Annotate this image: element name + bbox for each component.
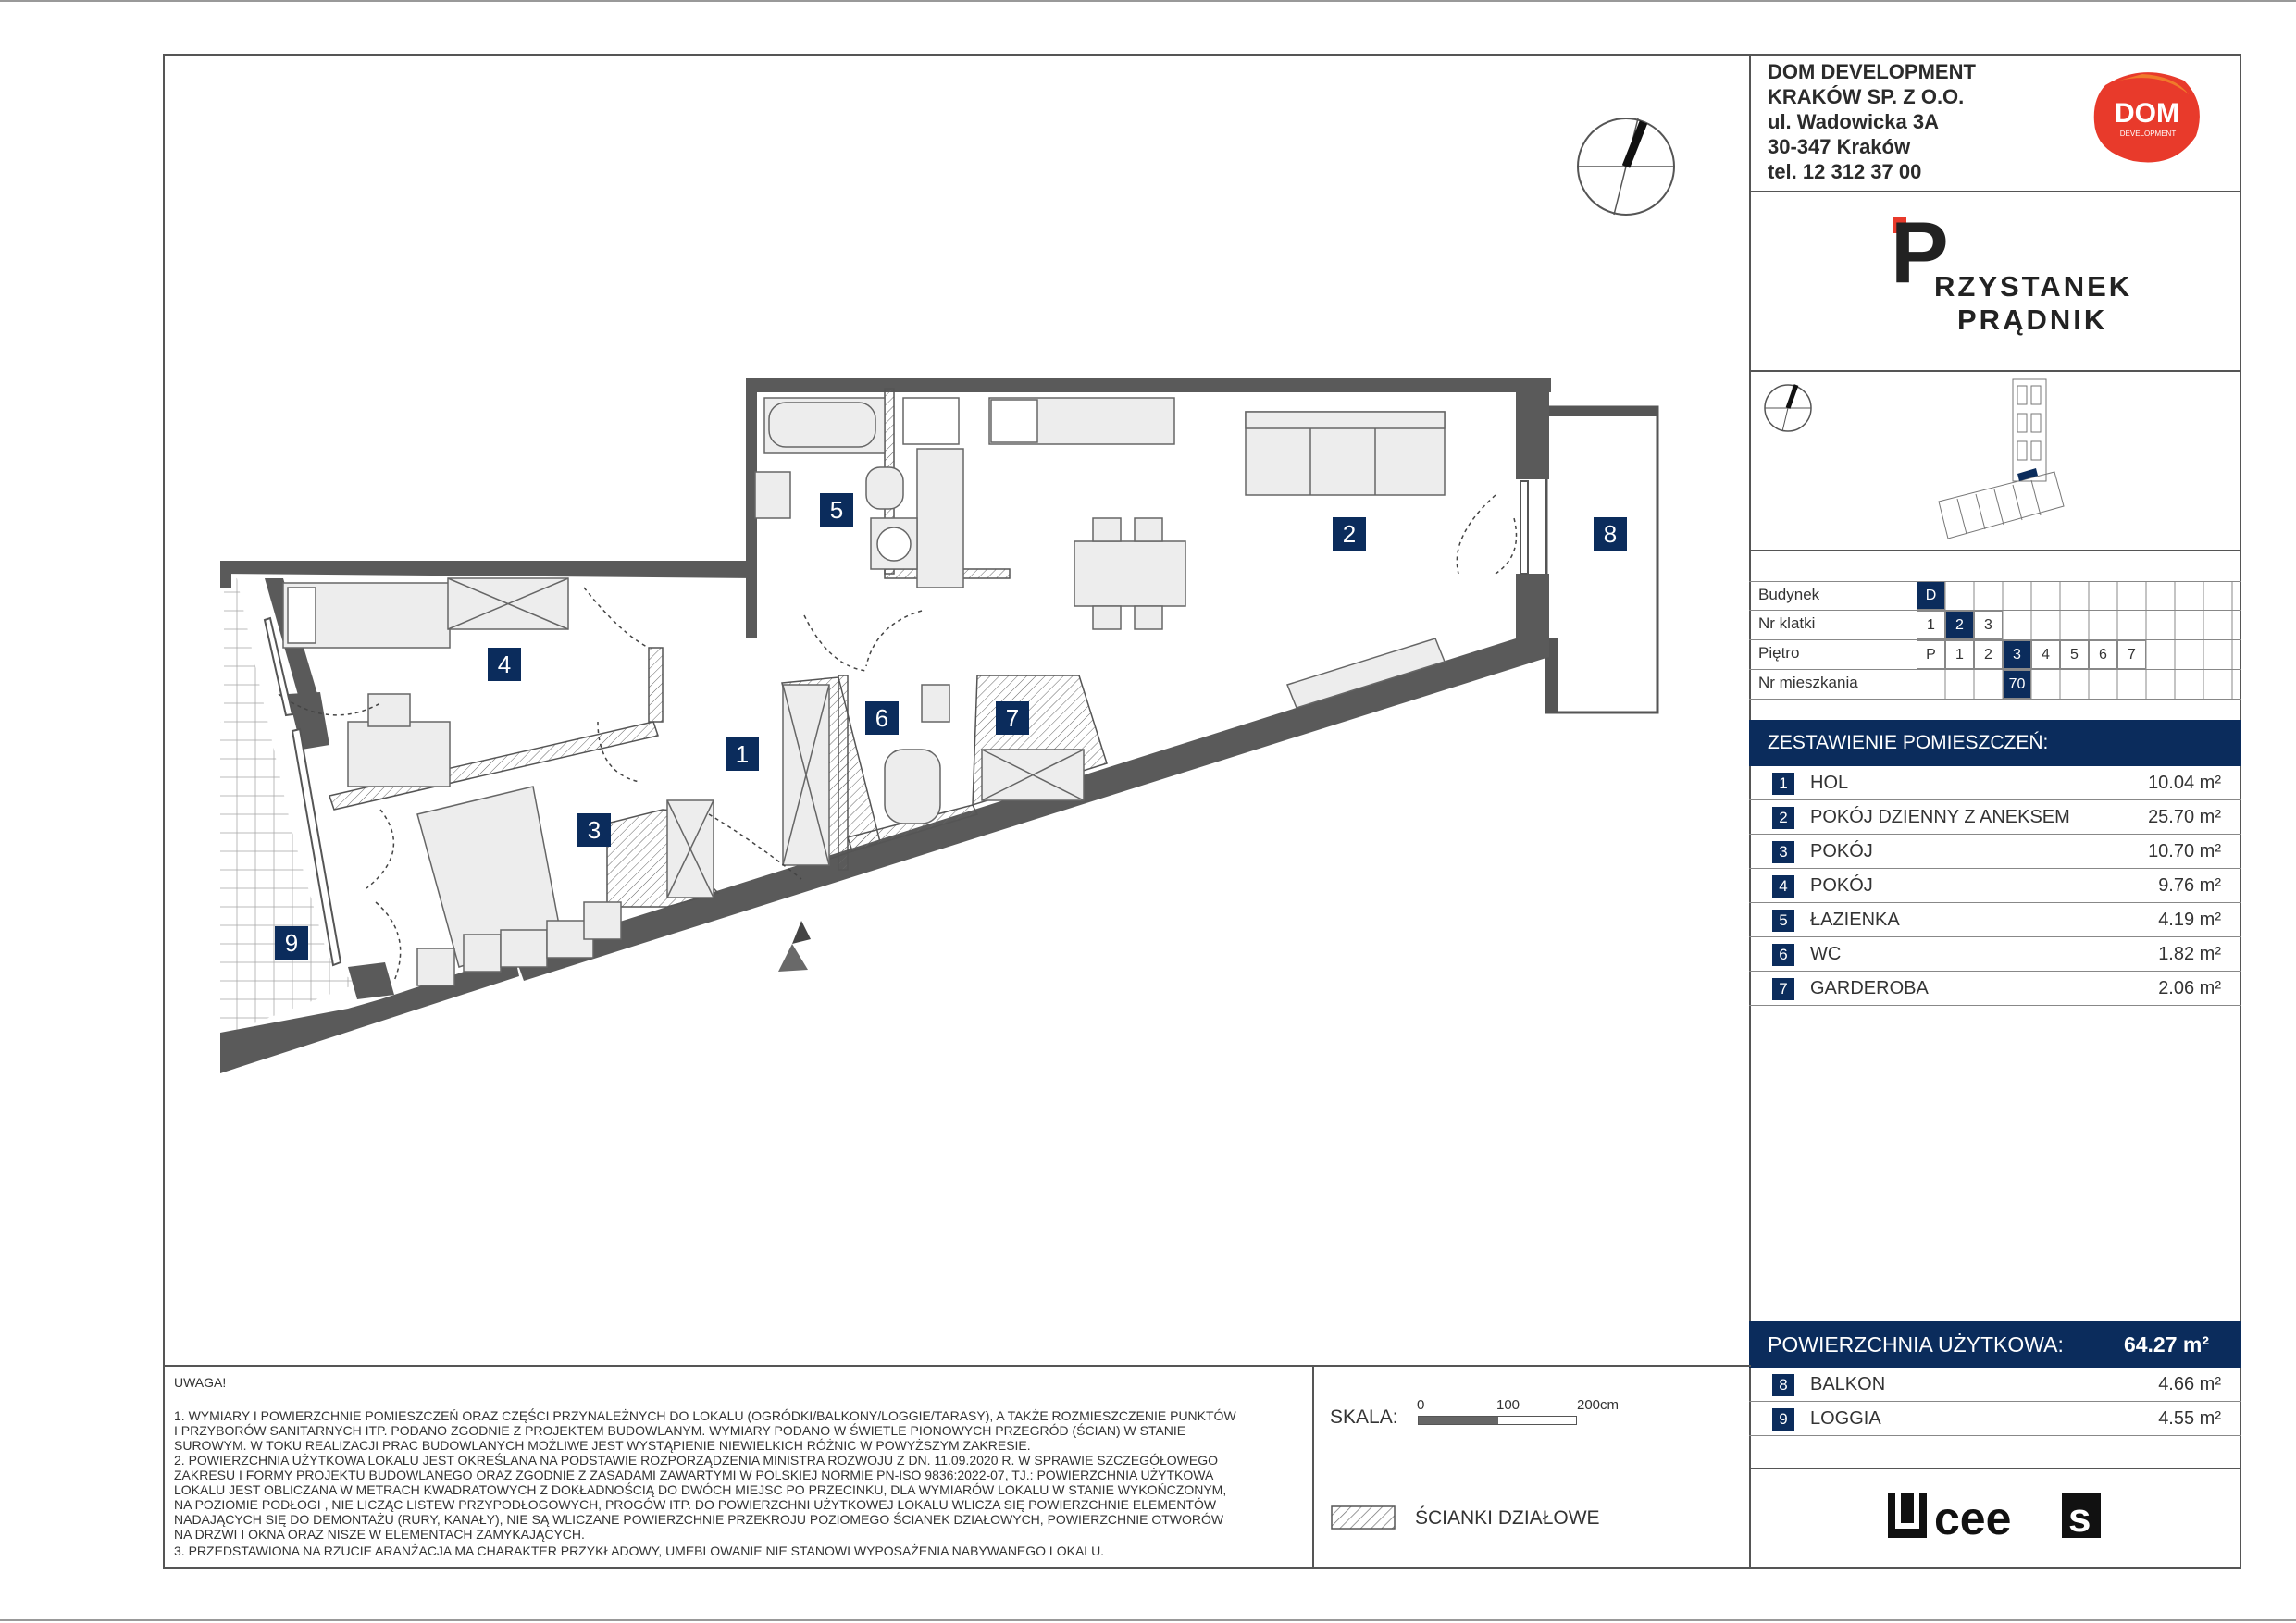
divider xyxy=(1749,191,2241,192)
room-name: POKÓJ xyxy=(1810,841,1873,861)
company-phone: tel. 12 312 37 00 xyxy=(1768,160,1922,183)
ucees-logo xyxy=(1888,1492,2110,1542)
plan-label-6: 6 xyxy=(865,701,899,735)
room-row-balcony xyxy=(1749,1368,2241,1402)
room-number: 6 xyxy=(1772,944,1794,966)
company-line-1: DOM DEVELOPMENT xyxy=(1768,60,1976,83)
mini-compass-icon xyxy=(1765,385,1811,431)
note-line: ZAKRESU I FORMY PROJEKTU BUDOWLANEGO ORAZ ZGODNIE Z ZASADAMI ZAWARTYMI W POLSKIEJ NORMIE PN-ISO 9836:2022-07, TJ.: POWIERZCHNIA UŻYTKOWA xyxy=(174,1468,1214,1482)
apartment-label: Nr mieszkania xyxy=(1758,674,1858,691)
apartment-cell: 70 xyxy=(2003,670,2031,699)
scale-bar xyxy=(1418,1416,1577,1425)
note-line: I PRZYBORÓW SANITARNYCH ITP. PODANO ZGODNIE Z PROJEKTEM BUDOWLANYM. WYMIARY PODANO W ŚWIETLE PIONOWYCH PRZEGRÓD (ŚCIAN) W STANIE xyxy=(174,1423,1186,1438)
note-line: NADAJĄCYCH SIĘ DO DEMONTAŻU (RURY, KANAŁY), NIE SĄ WLICZANE POWIERZCHNIE PRZEKROJU POZIOMEGO ŚCIANEK DZIAŁOWYCH, POWIERZCHNIE OTWORÓW xyxy=(174,1512,1224,1527)
project-title-line2: PRĄDNIK xyxy=(1957,304,2108,336)
room-row xyxy=(1749,800,2241,835)
dom-logo-text: DOM xyxy=(2115,98,2179,129)
floor-cell-6: 6 xyxy=(2089,640,2117,669)
room-row xyxy=(1749,869,2241,903)
scale-label: SKALA: xyxy=(1330,1406,1398,1428)
scale-tick-0: 0 xyxy=(1417,1397,1425,1413)
note-line: 3. PRZEDSTAWIONA NA RZUCIE ARANŻACJA MA CHARAKTER PRZYKŁADOWY, UMEBLOWANIE NIE STANOWI WYPOSAŻENIA NABYWANEGO LOKALU. xyxy=(174,1543,1105,1558)
note-line: 2. POWIERZCHNIA UŻYTKOWA LOKALU JEST OKREŚLANA NA PODSTAWIE ROZPORZĄDZENIA MINISTRA ROZWOJU Z DN. 11.09.2020 R. W SPRAWIE SZCZEGÓŁOWEGO xyxy=(174,1453,1218,1468)
divider xyxy=(1749,550,2241,551)
room-row xyxy=(1749,972,2241,1006)
company-address: ul. Wadowicka 3A xyxy=(1768,110,1940,133)
plan-label-4: 4 xyxy=(488,648,521,681)
room-area: 9.76 m² xyxy=(2158,875,2221,896)
room-area: 1.82 m² xyxy=(2158,944,2221,964)
floor-cell-3: 3 xyxy=(2003,640,2031,669)
room-area: 4.66 m² xyxy=(2158,1374,2221,1394)
rooms-header: ZESTAWIENIE POMIESZCZEŃ: xyxy=(1749,720,2241,766)
room-row xyxy=(1749,766,2241,800)
project-title-line1: RZYSTANEK xyxy=(1934,270,2133,303)
info-grid xyxy=(1917,581,2241,700)
svg-text:s: s xyxy=(2068,1495,2091,1541)
room-name: GARDEROBA xyxy=(1810,978,1929,998)
entrance-arrow-icon xyxy=(792,921,811,944)
building-cell-d: D xyxy=(1917,581,1945,610)
furniture xyxy=(283,398,1445,985)
room-area: 4.19 m² xyxy=(2158,910,2221,930)
scale-legend-box xyxy=(1312,1365,1751,1569)
scale-tick-200: 200cm xyxy=(1577,1397,1620,1413)
room-row xyxy=(1749,903,2241,937)
usable-area-value: 64.27 m² xyxy=(2123,1332,2209,1357)
plan-label-2: 2 xyxy=(1333,517,1366,551)
note-line: 1. WYMIARY I POWIERZCHNIE POMIESZCZEŃ ORAZ CZĘŚCI PRZYNALEŻNYCH DO LOKALU (OGRÓDKI/BALKONY/LOGGIE/TARASY), A TAKŻE ROZMIESZCZENIE PUNKTÓW xyxy=(174,1408,1236,1423)
divider xyxy=(1749,1468,2241,1469)
room-area: 2.06 m² xyxy=(2158,978,2221,998)
room-area: 4.55 m² xyxy=(2158,1408,2221,1429)
room-number: 1 xyxy=(1772,773,1794,795)
room-number: 5 xyxy=(1772,910,1794,932)
note-line: NA POZIOMIE PODŁOGI , NIE LICZĄC LISTEW PRZYPODŁOGOWYCH, PROGÓW ITP. DO POWIERZCHNI UŻYTKOWEJ LOKALU WLICZA SIĘ POWIERZCHNIE ELEMENTÓW xyxy=(174,1497,1217,1512)
room-number: 9 xyxy=(1772,1408,1794,1431)
room-name: BALKON xyxy=(1810,1374,1886,1394)
site-plan xyxy=(1749,372,2241,550)
room-row-loggia xyxy=(1749,1402,2241,1436)
floor-cell-p: P xyxy=(1917,640,1945,669)
staircase-cell-2: 2 xyxy=(1945,611,1974,639)
room-number: 4 xyxy=(1772,875,1794,898)
floor-label: Piętro xyxy=(1758,644,1800,662)
floor-cell-7: 7 xyxy=(2117,640,2146,669)
room-area: 25.70 m² xyxy=(2148,807,2221,827)
floor-cell-5: 5 xyxy=(2060,640,2089,669)
floor-cell-4: 4 xyxy=(2031,640,2060,669)
plan-label-8: 8 xyxy=(1594,517,1627,551)
floor-cell-2: 2 xyxy=(1974,640,2003,669)
floor-plan xyxy=(163,56,1747,1360)
plan-label-7: 7 xyxy=(996,701,1029,735)
staircase-label: Nr klatki xyxy=(1758,614,1816,632)
room-row xyxy=(1749,937,2241,972)
room-name: WC xyxy=(1810,944,1842,964)
room-name: LOGGIA xyxy=(1810,1408,1881,1429)
floor-cell-1: 1 xyxy=(1945,640,1974,669)
usable-area-label: POWIERZCHNIA UŻYTKOWA: xyxy=(1768,1332,2064,1357)
dom-development-logo xyxy=(2087,67,2207,168)
legend-label: ŚCIANKI DZIAŁOWE xyxy=(1415,1507,1600,1529)
staircase-cell-1: 1 xyxy=(1917,611,1945,639)
staircase-cell-3: 3 xyxy=(1974,611,2003,639)
notes-title: UWAGA! xyxy=(174,1375,227,1390)
note-line: SUROWYM. W TOKU REALIZACJI PRAC BUDOWLANYCH MOŻLIWE JEST WYSTĄPIENIE NIEWIELKICH RÓŻNIC W POWYŻSZYM ZAKRESIE. xyxy=(174,1438,1031,1453)
room-row xyxy=(1749,835,2241,869)
note-line: NA DRZWI I OKNA ORAZ NISZE W ELEMENTACH ZAMYKAJĄCYCH. xyxy=(174,1527,585,1542)
usable-area-bar xyxy=(1749,1321,2241,1368)
bottom-rule xyxy=(0,1619,2296,1621)
plan-label-1: 1 xyxy=(726,737,759,771)
plan-label-9: 9 xyxy=(275,926,308,960)
top-rule xyxy=(0,0,2296,2)
room-number: 3 xyxy=(1772,841,1794,863)
note-line: LOKALU JEST OBLICZANA W METRACH KWADRATOWYCH Z DOKŁADNOŚCIĄ DO DWÓCH MIEJSC PO PRZECINKU, DLA WYMIARÓW LOKALU W STANIE WYKOŃCZONYM, xyxy=(174,1482,1227,1497)
plan-label-3: 3 xyxy=(577,813,611,847)
dom-logo-subtext: DEVELOPMENT xyxy=(2119,130,2177,138)
compass-icon xyxy=(1578,118,1674,215)
company-line-2: KRAKÓW SP. Z O.O. xyxy=(1768,85,1965,108)
company-city: 30-347 Kraków xyxy=(1768,135,1911,158)
scale-tick-100: 100 xyxy=(1496,1397,1520,1413)
partition-hatch-icon xyxy=(1331,1505,1396,1530)
room-number: 2 xyxy=(1772,807,1794,829)
room-area: 10.04 m² xyxy=(2148,773,2221,793)
room-area: 10.70 m² xyxy=(2148,841,2221,861)
building-label: Budynek xyxy=(1758,586,1820,603)
room-name: ŁAZIENKA xyxy=(1810,910,1900,930)
room-name: HOL xyxy=(1810,773,1849,793)
room-number: 8 xyxy=(1772,1374,1794,1396)
room-name: POKÓJ xyxy=(1810,875,1873,896)
room-number: 7 xyxy=(1772,978,1794,1000)
plan-label-5: 5 xyxy=(820,493,853,527)
room-name: POKÓJ DZIENNY Z ANEKSEM xyxy=(1810,807,2070,827)
ucees-logo-text: cee xyxy=(1934,1493,2012,1542)
balcony xyxy=(1546,407,1657,712)
project-logo-initial: P xyxy=(1891,204,1949,301)
